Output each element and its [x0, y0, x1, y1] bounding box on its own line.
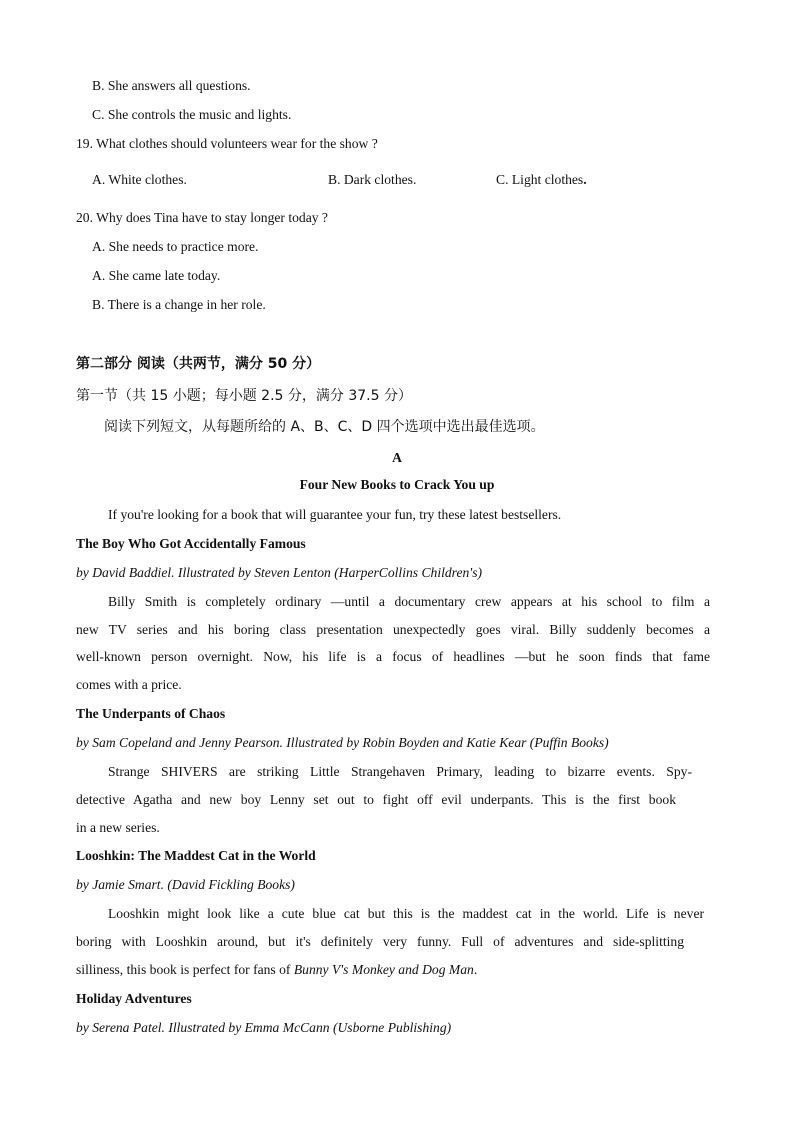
q20-option-3: B. There is a change in her role. — [92, 297, 266, 312]
book-title: The Underpants of Chaos — [76, 706, 226, 721]
book-description-line: comes with a price. — [76, 677, 182, 692]
passage-intro: If you're looking for a book that will guarantee your fun, try these latest bestsellers. — [108, 507, 562, 522]
book-description-line: Strange SHIVERS are striking Little Strangehaven Primary, leading to bizarre events. Spy- — [108, 764, 692, 779]
book-title: The Boy Who Got Accidentally Famous — [76, 536, 306, 551]
book-description-line: silliness, this book is perfect for fans of Bunny V's Monkey and Dog Man. — [76, 962, 478, 977]
instructions: 阅读下列短文，从每题所给的 A、B、C、D 四个选项中选出最佳选项。 — [104, 419, 545, 435]
book-description-line: Looshkin might look like a cute blue cat but this is the maddest cat in the world. Life is never — [108, 906, 704, 921]
section-heading: 第一节（共 15 小题；每小题 2.5 分，满分 37.5 分） — [76, 388, 412, 404]
q20-option-1: A. She needs to practice more. — [92, 239, 259, 254]
book-description-line: Billy Smith is completely ordinary —until a documentary crew appears at his school to film a — [108, 594, 710, 609]
q19-option-b: B. Dark clothes. — [328, 172, 417, 187]
q19-question: 19. What clothes should volunteers wear for the show ? — [76, 136, 378, 151]
q18-option-b: B. She answers all questions. — [92, 78, 251, 93]
q18-option-c: C. She controls the music and lights. — [92, 107, 292, 122]
passage-title: Four New Books to Crack You up — [299, 477, 495, 492]
book-description-line: in a new series. — [76, 820, 160, 835]
q19-option-a: A. White clothes. — [92, 172, 187, 187]
q20-question: 20. Why does Tina have to stay longer today ? — [76, 210, 328, 225]
book-byline: by Jamie Smart. (David Fickling Books) — [76, 877, 295, 892]
book-byline: by Serena Patel. Illustrated by Emma McCann (Usborne Publishing) — [76, 1020, 452, 1035]
passage-letter: A — [392, 450, 402, 465]
book-byline: by David Baddiel. Illustrated by Steven Lenton (HarperCollins Children's) — [76, 565, 483, 580]
q20-option-2: A. She came late today. — [92, 268, 221, 283]
book-description-line: well-known person overnight. Now, his life is a focus of headlines —but he soon finds that fame — [76, 649, 710, 664]
book-description-line: new TV series and his boring class presentation unexpectedly goes viral. Billy suddenly becomes a — [76, 622, 710, 637]
book-title: Holiday Adventures — [76, 991, 192, 1006]
book-title: Looshkin: The Maddest Cat in the World — [76, 848, 316, 863]
book-description-line: boring with Looshkin around, but it's definitely very funny. Full of adventures and side-splitting — [76, 934, 684, 949]
book-byline: by Sam Copeland and Jenny Pearson. Illustrated by Robin Boyden and Katie Kear (Puffin Books) — [76, 735, 609, 750]
book-description-line: detective Agatha and new boy Lenny set out to fight off evil underpants. This is the first book — [76, 792, 676, 807]
q19-option-c: C. Light clothes. — [496, 172, 587, 187]
part-heading: 第二部分 阅读（共两节，满分 50 分） — [76, 356, 321, 372]
